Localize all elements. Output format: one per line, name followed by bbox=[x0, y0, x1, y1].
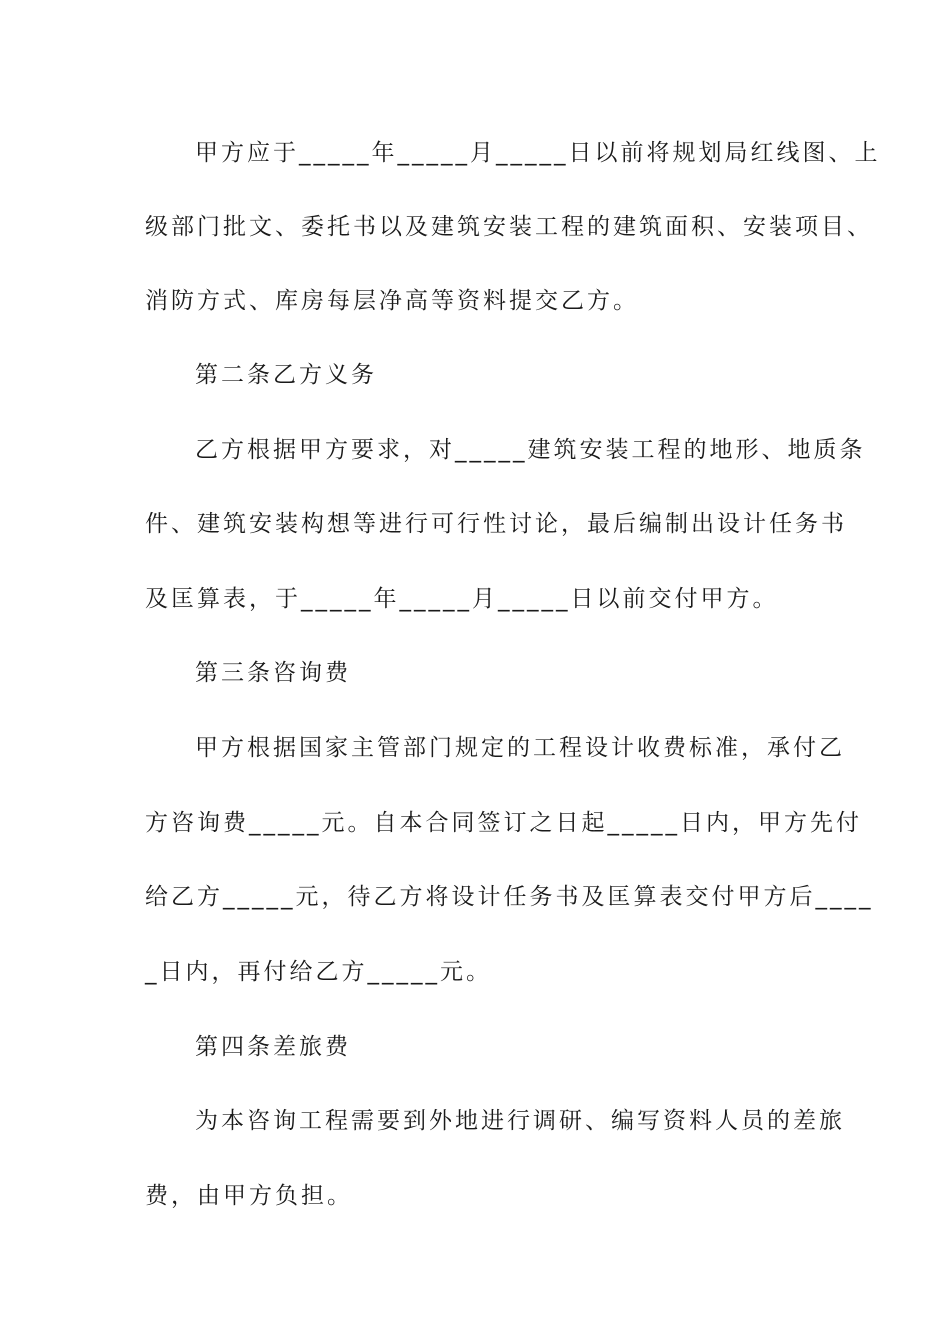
section-heading: 第三条咨询费 bbox=[195, 660, 351, 686]
section-heading: 第二条乙方义务 bbox=[195, 362, 377, 388]
paragraph-line: 及匡算表，于_____年_____月_____日以前交付甲方。 bbox=[145, 586, 779, 612]
section-heading: 第四条差旅费 bbox=[195, 1034, 351, 1060]
paragraph-line: 给乙方_____元，待乙方将设计任务书及匡算表交付甲方后____ bbox=[145, 884, 874, 910]
paragraph-line: 方咨询费_____元。自本合同签订之日起_____日内，甲方先付 bbox=[145, 810, 862, 836]
paragraph-line: _日内，再付给乙方_____元。 bbox=[145, 959, 492, 985]
paragraph-line: 件、建筑安装构想等进行可行性讨论，最后编制出设计任务书 bbox=[145, 511, 847, 537]
paragraph-line: 级部门批文、委托书以及建筑安装工程的建筑面积、安装项目、 bbox=[145, 214, 873, 240]
paragraph-line: 甲方根据国家主管部门规定的工程设计收费标准，承付乙 bbox=[195, 735, 845, 761]
paragraph-line: 甲方应于_____年_____月_____日以前将规划局红线图、上 bbox=[195, 140, 881, 166]
paragraph-line: 消防方式、库房每层净高等资料提交乙方。 bbox=[145, 288, 639, 314]
paragraph-line: 乙方根据甲方要求，对_____建筑安装工程的地形、地质条 bbox=[195, 437, 866, 463]
paragraph-line: 费，由甲方负担。 bbox=[145, 1183, 353, 1209]
paragraph-line: 为本咨询工程需要到外地进行调研、编写资料人员的差旅 bbox=[195, 1108, 845, 1134]
